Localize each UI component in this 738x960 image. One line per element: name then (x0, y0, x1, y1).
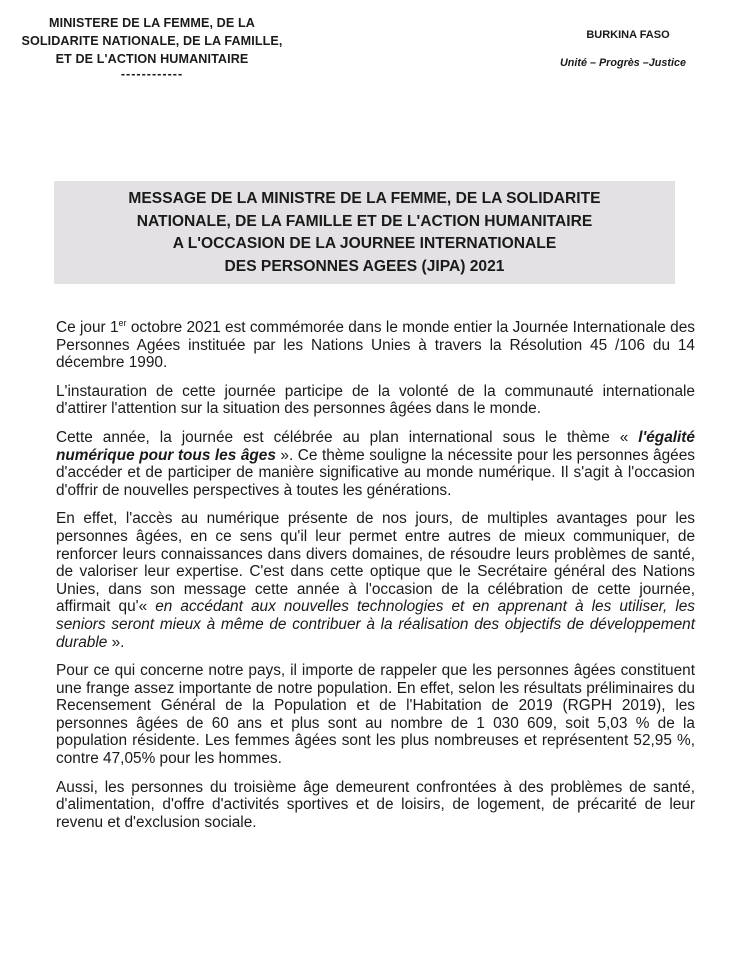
paragraph-3-rest: ». Ce thème souligne la nécessite pour les personnes âgées d'accéder et de participer de manière significative au monde numérique. Il s'agit à l'occasion d'offrir de nouvelles perspectives à toutes les générations. (56, 446, 695, 499)
ministry-name-line-3: ET DE L'ACTION HUMANITAIRE (55, 52, 249, 66)
title-line-1: MESSAGE DE LA MINISTRE DE LA FEMME, DE LA SOLIDARITE (128, 190, 601, 207)
paragraph-3 (56, 429, 695, 499)
paragraph-2: L'instauration de cette journée participe de la volonté de la communauté internationale d'attirer l'attention sur la situation des personnes âgées dans le monde. (56, 382, 695, 418)
ordinal-superscript: er (118, 318, 127, 328)
ministry-name-line-2: SOLIDARITE NATIONALE, DE LA FAMILLE, (21, 34, 283, 48)
paragraph-5: Pour ce qui concerne notre pays, il importe de rappeler que les personnes âgées constituent une frange assez importante de notre population. En effet, selon les résultats préliminaires du Recensement Général de la Population et de l'Habitation de 2019 (RGPH 2019), les personnes âgées de 60 ans et plus sont au nombre de 1 030 609, soit 5,03 % de la population résidente. Les femmes âgées sont les plus nombreuses et représentent 52,95 %, contre 47,05% pour les hommes. (56, 662, 695, 768)
message-body (56, 319, 695, 842)
ministry-header (6, 14, 298, 80)
ministry-separator: ------------ (120, 67, 184, 81)
theme-text: l'égalité numérique pour tous les âges (56, 428, 695, 464)
ministry-name-line-1: MINISTERE DE LA FEMME, DE LA (49, 16, 255, 30)
paragraph-3-start: Cette année, la journée est célébrée au plan international sous le thème « (56, 428, 639, 446)
country-name: BURKINA FASO (586, 29, 670, 41)
message-title-box (54, 181, 675, 284)
paragraph-4 (56, 510, 695, 651)
un-quote: en accédant aux nouvelles technologies et en apprenant à les utiliser, les seniors seront mieux à même de contribuer à la réalisation des objectifs de développement durable (56, 598, 696, 651)
title-line-4: DES PERSONNES AGEES (JIPA) 2021 (224, 257, 505, 275)
paragraph-6: Aussi, les personnes du troisième âge demeurent confrontées à des problèmes de santé, d'alimentation, d'offre d'activités sportives et de loisirs, de logement, de précarité de leur revenu et d'exclusion sociale. (56, 778, 695, 831)
paragraph-4-start: En effet, l'accès au numérique présente de nos jours, de multiples avantages pour les personnes âgées, en ce sens qu'il leur permet entre autres de mieux communiquer, de renforcer leurs connaissances dans divers domaines, de résoudre leurs problèmes de santé, de valoriser leur expertise. C'est dans cette optique que le Secrétaire général des Nations Unies, dans son message cette année à l'occasion de la célébration de cette journée, affirmait qu'« (56, 510, 695, 616)
paragraph-4-end: ». (107, 633, 125, 651)
national-motto: Unité – Progrès –Justice (559, 57, 686, 69)
paragraph-1-rest: octobre 2021 est commémorée dans le monde entier la Journée Internationale des Personnes Agées instituée par les Nations Unies à travers la Résolution 45 /106 du 14 décembre 1990. (56, 319, 695, 372)
title-line-3: A L'OCCASION DE LA JOURNEE INTERNATIONALE (172, 235, 557, 252)
title-line-2: NATIONALE, DE LA FAMILLE ET DE L'ACTION HUMANITAIRE (136, 212, 593, 230)
paragraph-1-start: Ce jour 1 (56, 319, 119, 336)
paragraph-1 (56, 319, 695, 372)
